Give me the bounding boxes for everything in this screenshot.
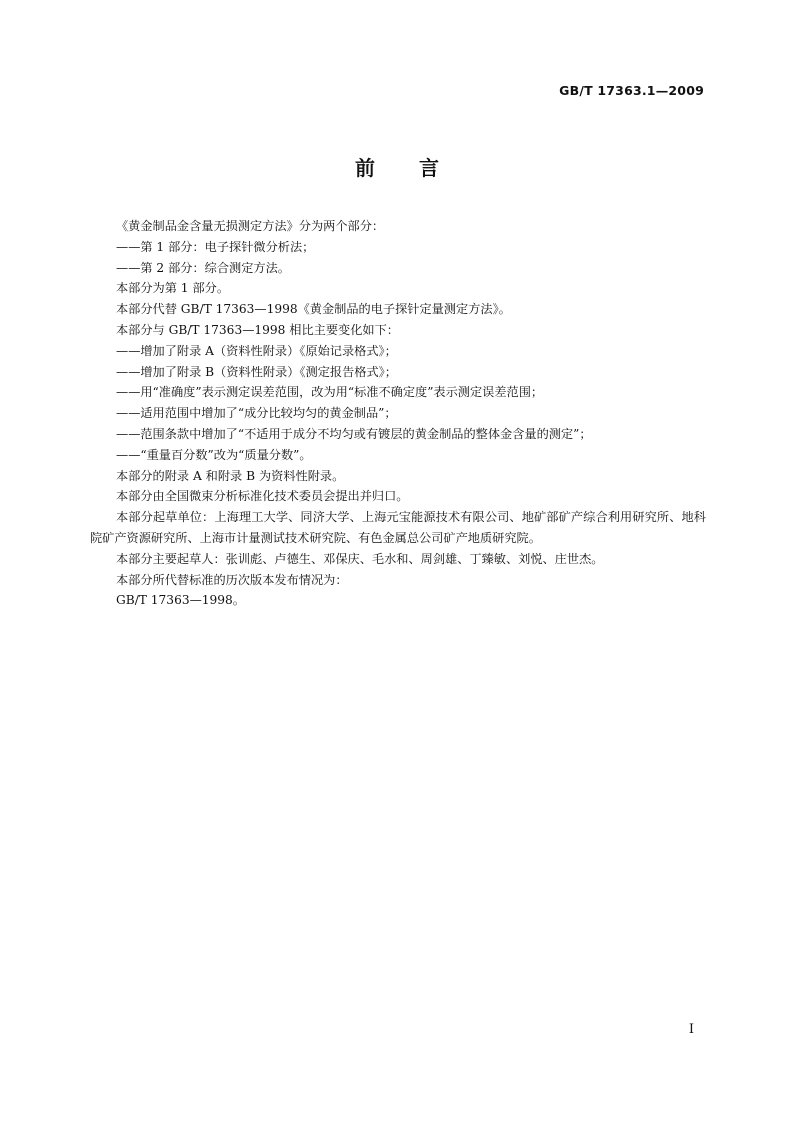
list-item: ——增加了附录 B（资料性附录）《测定报告格式》；: [116, 364, 397, 379]
page-title: 前言: [355, 156, 483, 180]
list-item: ——增加了附录 A（资料性附录）《原始记录格式》；: [116, 343, 397, 358]
paragraph-drafters: 本部分主要起草人：张训彪、卢德生、邓保庆、毛水和、周剑雄、丁臻敏、刘悦、庄世杰。: [116, 551, 604, 566]
list-item: ——第 1 部分：电子探针微分析法；: [116, 239, 315, 254]
list-item: ——用“准确度”表示测定误差范围，改为用“标准不确定度”表示测定误差范围；: [116, 385, 544, 400]
foreword-body: [90, 216, 706, 611]
standard-number: GB/T 17363.1—2009: [559, 83, 704, 98]
page-number: I: [688, 1022, 694, 1037]
paragraph: 本部分所代替标准的历次版本发布情况为：: [116, 572, 348, 587]
paragraph: 本部分为第 1 部分。: [116, 281, 230, 296]
paragraph: 本部分与 GB/T 17363—1998 相比主要变化如下：: [116, 322, 399, 337]
list-item: ——第 2 部分：综合测定方法。: [116, 260, 290, 275]
paragraph-drafting-units: 本部分起草单位：上海理工大学、同济大学、上海元宝能源技术有限公司、地矿部矿产综合利用研究所、地科院矿产资源研究所、上海市计量测试技术研究院、有色金属总公司矿产地质研究院。: [90, 510, 706, 545]
paragraph: GB/T 17363—1998。: [116, 593, 245, 608]
list-item: ——范围条款中增加了“不适用于成分不均匀或有镀层的黄金制品的整体金含量的测定”；: [116, 426, 592, 441]
paragraph: 本部分代替 GB/T 17363—1998《黄金制品的电子探针定量测定方法》。: [116, 302, 511, 317]
list-item: ——适用范围中增加了“成分比较均匀的黄金制品”；: [116, 406, 397, 421]
paragraph: 本部分的附录 A 和附录 B 为资料性附录。: [116, 468, 345, 483]
paragraph: 本部分由全国微束分析标准化技术委员会提出并归口。: [116, 489, 409, 504]
paragraph: 《黄金制品金含量无损测定方法》分为两个部分：: [116, 219, 385, 233]
list-item: ——“重量百分数”改为“质量分数”。: [116, 447, 312, 462]
